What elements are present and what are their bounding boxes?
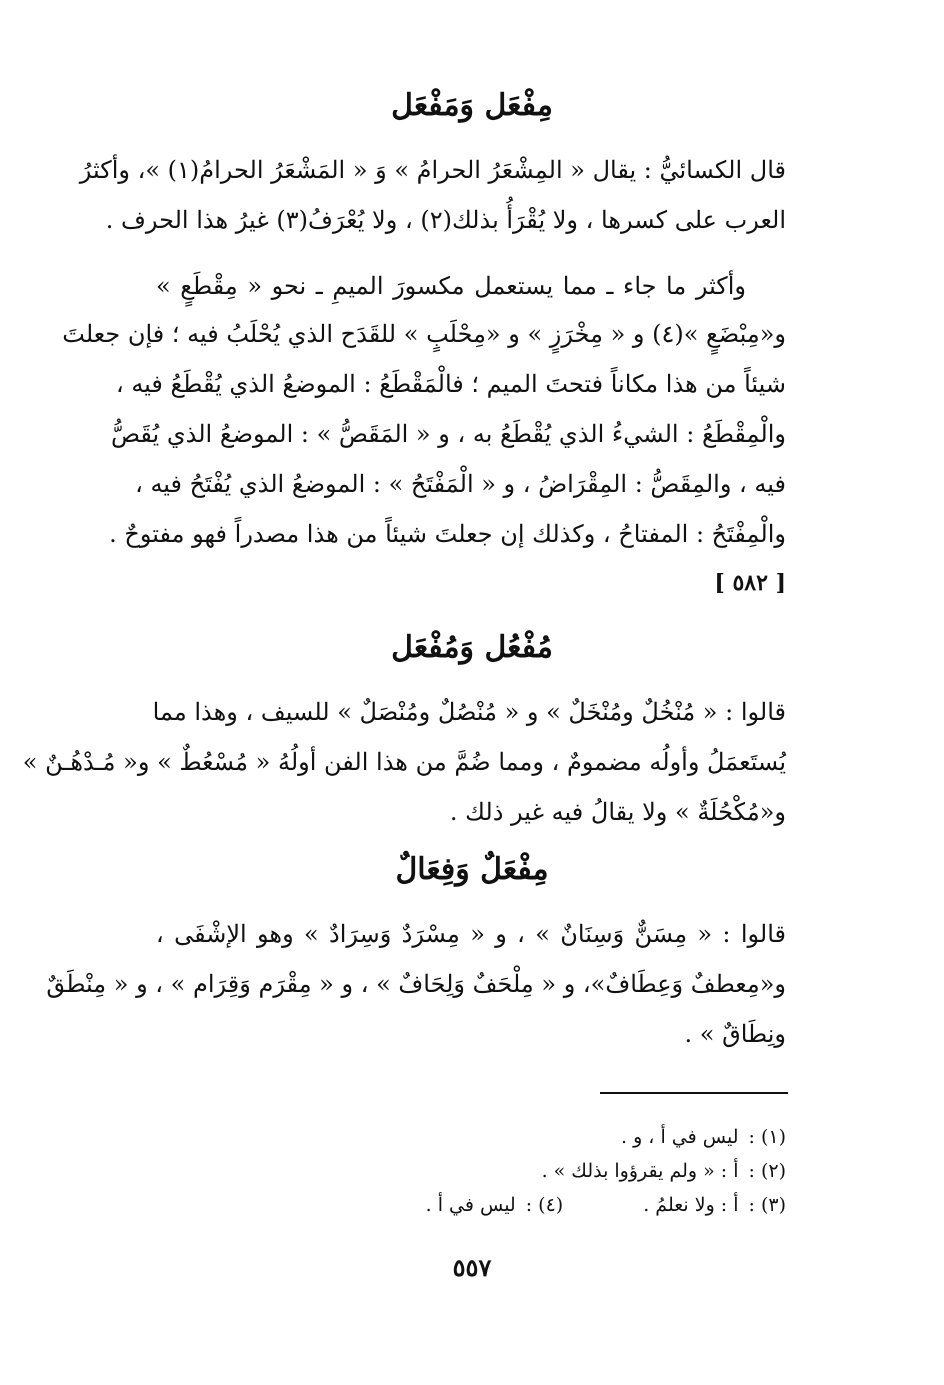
paragraph-line: قالوا : « مِسَنٌّ وَسِنَانٌ » ، و « مِسْرَدٌ وَسِرَادٌ » وهو الإشْفَى ، [156,920,786,948]
paragraph-line: فيه ، والمِقَصُّ : المِقْرَاضُ ، و « الْمَفْتَحُ » : الموضعُ الذي يُفْتَحُ فيه ، [135,470,786,498]
paragraph-line: ونِطَاقٌ » . [684,1020,786,1048]
paragraph-line: و«مِعطفٌ وَعِطَافٌ»، و « مِلْحَفٌ وَلِحَافٌ » ، و « مِقْرَم وَقِرَام » ، و « مِنْطَقٌ [46,970,786,998]
paragraph-line: يُستَعمَلُ وأولُه مضمومٌ ، ومما ضُمَّ من هذا الفن أولُهُ « مُسْعُطٌ » و« مُـدْهُـنٌ » [22,748,786,776]
footnote-text: ليس في أ . [425,1194,516,1216]
paragraph-line: وأكثر ما جاء ـ مما يستعمل مكسورَ الميمِ ـ نحو « مِقْطَعٍ » [156,272,746,300]
paragraph-line: قالوا : « مُنْخُلٌ ومُنْخَلٌ » و « مُنْصُلٌ ومُنْصَلٌ » للسيف ، وهذا مما [152,698,786,726]
footnote-divider [600,1092,788,1094]
footnote-number: (٤) : [525,1194,564,1216]
footnote-number: (٣) : [748,1194,786,1216]
section-heading: مُفْعُل وَمُفْعَل [391,630,553,665]
section-heading: مِفْعَلٌ وَفِعَالٌ [395,852,549,887]
paragraph-line: و«مِبْضَعٍ »(٤) و « مِخْرَزٍ » و «مِحْلَبٍ » للقَدَح الذي يُحْلَبُ فيه ؛ فإن جعلتَ [62,320,786,348]
footnote-text: أ : ولا نعلمُ . [643,1194,739,1216]
paragraph-line: قال الكسائيُّ : يقال « المِشْعَرُ الحرامُ » وَ « المَشْعَرُ الحرامُ(١) »، وأكثرُ [79,156,786,184]
footnote-text: ليس في أ ، و . [621,1126,739,1148]
footnote [156,1190,786,1220]
footnote-text: أ : « ولم يقرؤوا بذلك » . [541,1160,739,1182]
footnote [156,1156,786,1186]
paragraph-line: و«مُكْحُلَةٌ » ولا يقالُ فيه غير ذلك . [449,798,786,826]
page-number: ٥٥٧ [452,1253,492,1282]
paragraph-line: والْمِقْطَعُ : الشيءُ الذي يُقْطَعُ به ، و « المَقَصُّ » : الموضعُ الذي يُقَصُّ [111,420,786,448]
paragraph-line: شيئاً من هذا مكاناً فتحتَ الميم ؛ فالْمَقْطَعُ : الموضعُ الذي يُقْطَعُ فيه ، [115,370,786,398]
footnote-number: (٢) : [748,1160,786,1182]
paragraph-line: والْمِفْتَحُ : المفتاحُ ، وكذلك إن جعلتَ شيئاً من هذا مصدراً فهو مفتوحٌ . [109,520,786,548]
footnote-number: (١) : [748,1126,786,1148]
reference-number: [ ٥٨٢ ] [714,570,786,596]
section-heading: مِفْعَل وَمَفْعَل [391,88,553,123]
footnote [156,1122,786,1152]
paragraph-line: العرب على كسرها ، ولا يُقْرَأُ بذلك(٢) ، ولا يُعْرَفُ(٣) غيرُ هذا الحرف . [105,206,786,234]
